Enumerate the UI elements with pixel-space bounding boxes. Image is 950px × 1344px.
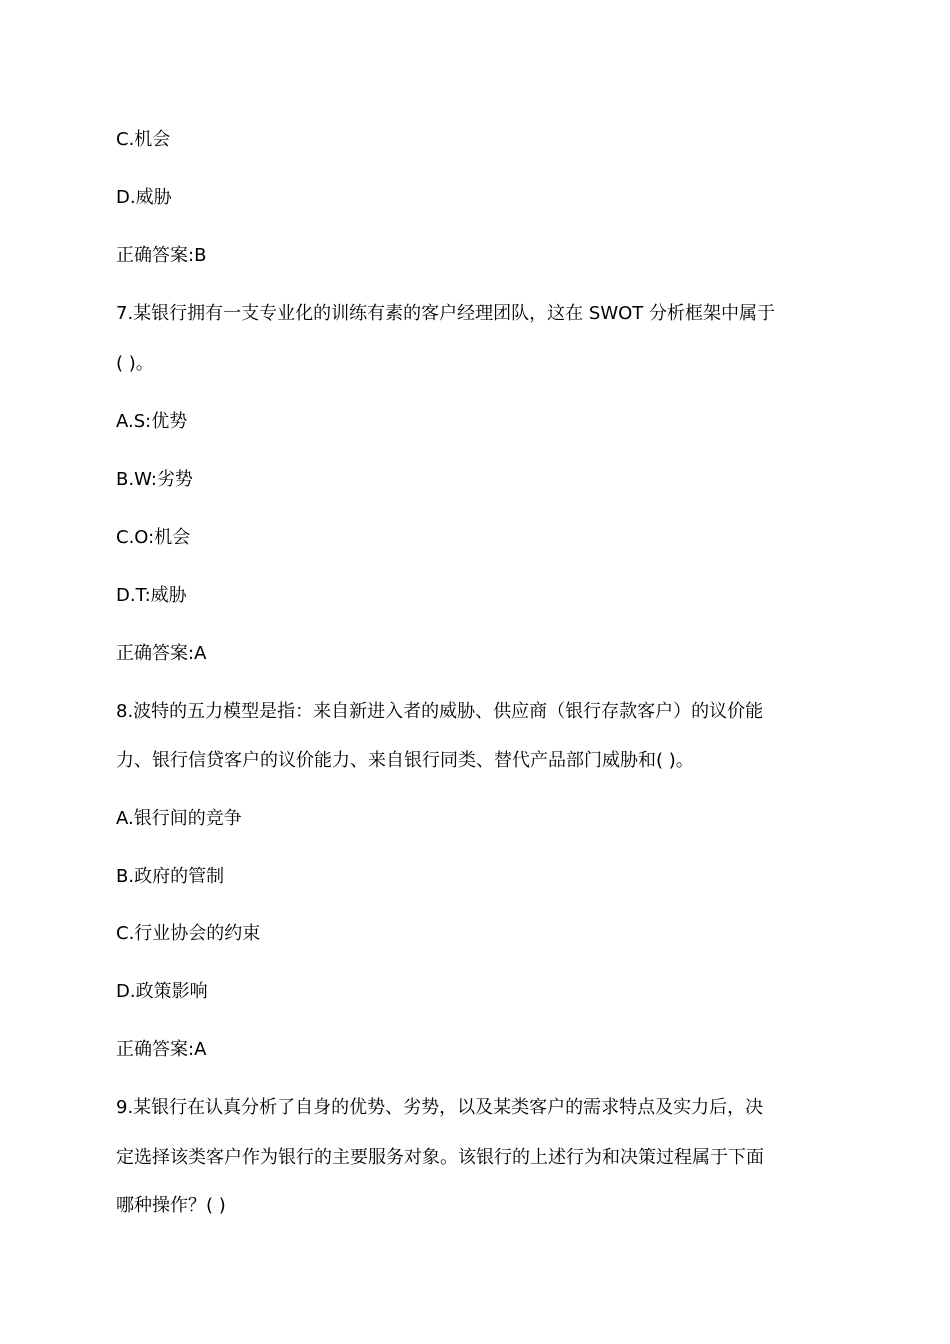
q8-option-b: B.政府的管制	[116, 866, 225, 887]
q7-option-a: A.S:优势	[116, 411, 188, 432]
q8-stem-line-1: 8.波特的五力模型是指：来自新进入者的威胁、供应商（银行存款客户）的议价能	[116, 701, 764, 722]
q9-stem-line-3: 哪种操作？( )	[116, 1195, 226, 1216]
q9-stem-line-2: 定选择该类客户作为银行的主要服务对象。该银行的上述行为和决策过程属于下面	[116, 1147, 764, 1168]
q7-stem-line-1: 7.某银行拥有一支专业化的训练有素的客户经理团队，这在 SWOT 分析框架中属于	[116, 303, 776, 324]
q8-option-c: C.行业协会的约束	[116, 923, 261, 944]
q6-option-c: C.机会	[116, 129, 171, 150]
q7-option-b: B.W:劣势	[116, 469, 193, 490]
q9-stem-line-1: 9.某银行在认真分析了自身的优势、劣势，以及某类客户的需求特点及实力后，决	[116, 1097, 764, 1118]
q7-stem-line-2: ( )。	[116, 353, 154, 374]
q7-option-d: D.T:威胁	[116, 585, 187, 606]
q8-option-d: D.政策影响	[116, 981, 208, 1002]
q6-answer: 正确答案:B	[116, 245, 207, 266]
q6-option-d: D.威胁	[116, 187, 172, 208]
q7-answer: 正确答案:A	[116, 643, 207, 664]
q8-option-a: A.银行间的竞争	[116, 808, 242, 829]
q8-stem-line-2: 力、银行信贷客户的议价能力、来自银行同类、替代产品部门威胁和( )。	[116, 750, 694, 771]
q8-answer: 正确答案:A	[116, 1039, 207, 1060]
q7-option-c: C.O:机会	[116, 527, 191, 548]
